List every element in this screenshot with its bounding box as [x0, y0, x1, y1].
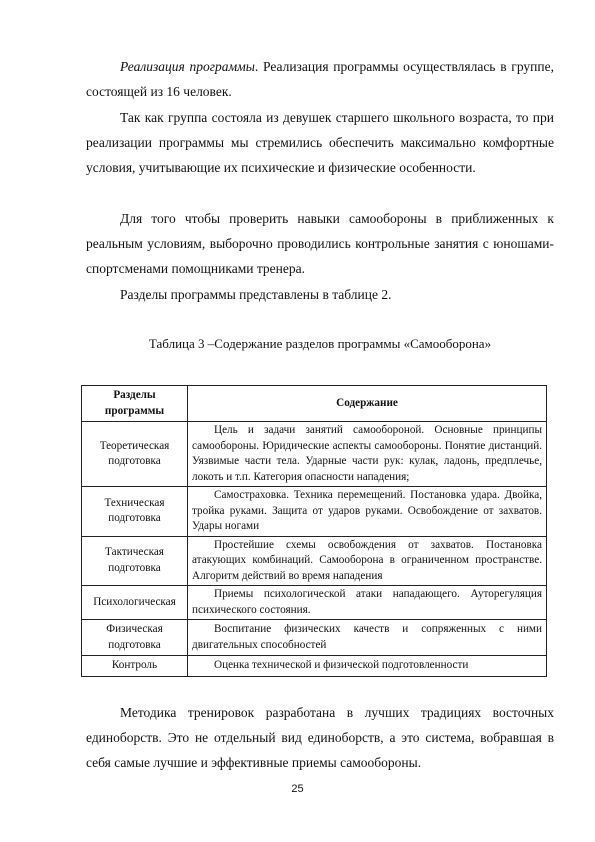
header-content: Содержание: [188, 386, 547, 422]
row-section: Психологическая: [82, 586, 188, 620]
paragraph-methodology: Методика тренировок разработана в лучших традициях восточных единоборств. Это не отдельный вид единоборств, а это система, вобравшая в себя самые лучшие и эффективные приемы самообороны.: [86, 705, 554, 770]
row-content-text: Простейшие схемы освобождения от захватов. Постановка атакующих комбинаций. Самооборона в ограниченном пространстве. Алгоритм действий во время нападения: [192, 538, 542, 582]
table-caption: Таблица 3 –Содержание разделов программы «Самооборона»: [148, 336, 492, 351]
row-section: Тактическая подготовка: [82, 536, 188, 586]
table-row: [82, 656, 547, 677]
row-content-text: Цель и задачи занятий самообороной. Основные принципы самообороны. Юридические аспекты самообороны. Понятие дистанций. Уязвимые части тела. Ударные части рук: кулак, ладонь, предплечье, локоть и т.п. Категория опасности нападения;: [192, 424, 542, 483]
row-content: [188, 422, 547, 487]
row-section: Теоретическая подготовка: [82, 422, 188, 487]
paragraph-table-reference: Разделы программы представлены в таблице 2.: [120, 287, 392, 302]
paragraph-group-conditions: Так как группа состояла из девушек старшего школьного возраста, то при реализации программы мы стремились обеспечить максимально комфортные условия, учитывающие их психические и физические особенности.: [86, 110, 554, 175]
page-number: 25: [291, 783, 304, 795]
paragraph-control-sessions: Для того чтобы проверить навыки самообороны в приближенных к реальным условиям, выборочно проводились контрольные занятия с юношами-спортсменами помощниками тренера.: [86, 211, 554, 276]
table-row: [82, 586, 547, 620]
program-sections-table: [81, 385, 547, 677]
paragraph-text: . Реализация программы осуществлялась в группе, состоящей из 16 человек.: [86, 59, 554, 99]
row-section: Физическая подготовка: [82, 620, 188, 656]
row-content: [188, 487, 547, 537]
row-content-text: Воспитание физических качеств и сопряженных с ними двигательных способностей: [192, 623, 542, 651]
row-section: Техническая подготовка: [82, 487, 188, 537]
row-section: Контроль: [82, 656, 188, 677]
row-content-text: Самостраховка. Техника перемещений. Постановка удара. Двойка, тройка руками. Защита от ударов руками. Освобождение от захватов. Удары ногами: [192, 489, 542, 532]
row-content: [188, 586, 547, 620]
header-sections: Разделы программы: [82, 386, 188, 422]
paragraph-program-implementation: [86, 54, 554, 104]
row-content-text: Приемы психологической атаки нападающего. Ауторегуляция психического состояния.: [192, 588, 542, 616]
row-content: [188, 620, 547, 656]
row-content-text: Оценка технической и физической подготовленности: [214, 659, 469, 671]
paragraph-lead-italic: Реализация программы: [120, 59, 255, 74]
table-row: [82, 536, 547, 586]
table-row: [82, 422, 547, 487]
table-row: [82, 487, 547, 537]
row-content: [188, 656, 547, 677]
table-header-row: [82, 386, 547, 422]
row-content: [188, 536, 547, 586]
table-row: [82, 620, 547, 656]
